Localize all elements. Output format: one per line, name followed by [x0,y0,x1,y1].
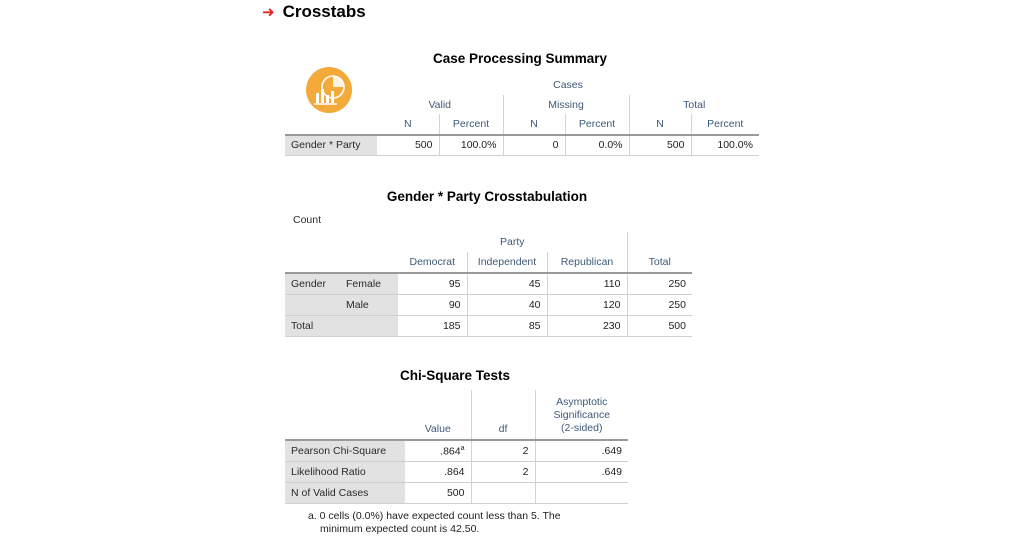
row-label-total: Total [285,315,398,336]
cell-value: 2 [471,461,535,482]
cell-value: 100.0% [691,135,759,155]
cell-value: 500 [629,135,691,155]
case-processing-table [285,74,759,156]
sig-header-line-3: (2-sided) [561,422,603,434]
crosstab-title: Gender * Party Crosstabulation [386,189,588,204]
cell-value [471,482,535,503]
cell-value: .649 [535,461,628,482]
total-group-header: Total [629,95,759,114]
cell-value: .649 [535,440,628,461]
cell-value: 85 [467,315,547,336]
footnote-line-2: minimum expected count is 42.50. [320,523,480,535]
footnote-line-1: a. 0 cells (0.0%) have expected count less than 5. The [308,510,561,522]
cell-value: 110 [547,273,627,294]
cell-value: 230 [547,315,627,336]
col-header-asymptotic-significance [535,390,628,440]
row-label-female: Female [340,273,398,294]
cell-value [535,482,628,503]
cell-value: .864 [405,461,471,482]
valid-group-header: Valid [428,98,452,111]
chi-square-table [285,390,628,504]
red-arrow-icon: ➜ [262,3,275,21]
row-label-male: Male [340,294,398,315]
col-header-n: N [503,114,565,135]
cell-value: 95 [398,273,467,294]
pearson-value: .864 [440,445,461,457]
sig-header-line-1: Asymptotic [556,396,608,408]
row-label-gender-party: Gender * Party [285,135,377,155]
cell-value: 90 [398,294,467,315]
row-group-gender: Gender [285,273,340,294]
cell-value: 500 [627,315,692,336]
output-header[interactable] [262,2,366,22]
cell-value: 250 [627,294,692,315]
cell-value: 2 [471,440,535,461]
col-header-n: N [377,114,439,135]
crosstabs-heading: Crosstabs [282,2,366,21]
row-label-likelihood: Likelihood Ratio [285,461,405,482]
cell-value: 120 [547,294,627,315]
col-header-value: Value [405,390,471,440]
cell-value: 500 [405,482,471,503]
col-header-total: Total [627,252,692,273]
chi-square-title: Chi-Square Tests [399,368,511,383]
cell-value: 45 [467,273,547,294]
cases-group-header: Cases [553,78,583,91]
col-header-republican: Republican [547,252,627,273]
count-label: Count [293,214,322,226]
cell-value: 185 [398,315,467,336]
col-header-independent: Independent [467,252,547,273]
sig-header-line-2: Significance [553,409,611,421]
col-header-percent: Percent [691,114,759,135]
col-header-percent: Percent [565,114,629,135]
row-label-pearson: Pearson Chi-Square [285,440,405,461]
chi-square-footnote [308,510,608,536]
party-group-header: Party [499,236,525,248]
cell-value: 100.0% [439,135,503,155]
cell-value: 500 [377,135,439,155]
crosstab-table [285,232,692,337]
cell-value: 250 [627,273,692,294]
row-label-n-valid: N of Valid Cases [285,482,405,503]
cell-value [405,440,471,461]
case-processing-title: Case Processing Summary [432,51,608,66]
col-header-democrat: Democrat [398,252,467,273]
col-header-df: df [471,390,535,440]
cell-value: 0 [503,135,565,155]
col-header-percent: Percent [439,114,503,135]
cell-value: 0.0% [565,135,629,155]
col-header-n: N [629,114,691,135]
footnote-marker: a [460,444,465,452]
cell-value: 40 [467,294,547,315]
missing-group-header: Missing [503,95,629,114]
